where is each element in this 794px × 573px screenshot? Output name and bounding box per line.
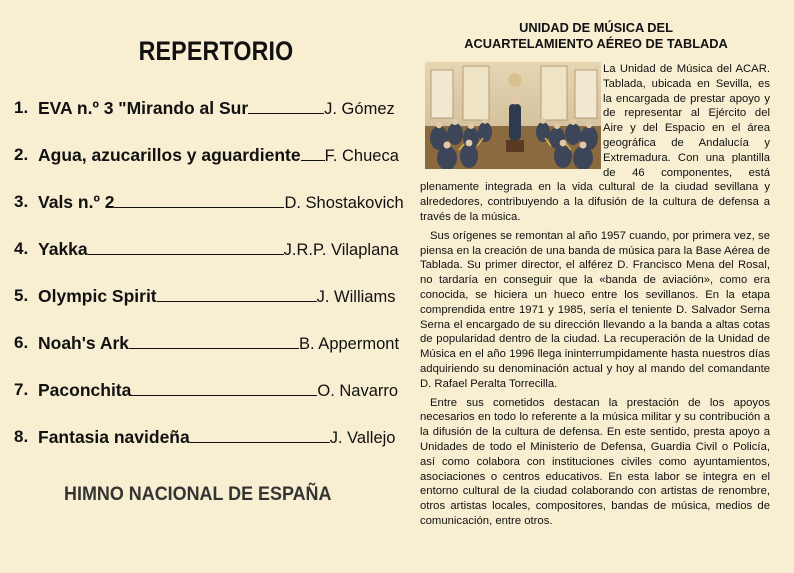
dotted-line: [131, 382, 317, 396]
piece-title: Fantasia navideña: [38, 427, 190, 447]
item-number: 7.: [14, 380, 29, 399]
item-number: 3.: [14, 192, 29, 211]
composer: J. Vallejo: [329, 429, 396, 447]
composer: J. Gómez: [324, 100, 395, 118]
article-body: [420, 62, 770, 529]
article-title: [418, 20, 774, 52]
composer: O. Navarro: [317, 382, 399, 400]
article-paragraph: Sus orígenes se remontan al año 1957 cuando, por primera vez, se piensa en la creación de una banda de música para la Base Aérea de Tablada. Su primer director, el alférez D. Francisco Mena del Rosal, no tardaría en conseguir que la «banda de aviación», como era conocida, se hiciera un hueco entre los sevillanos. En la etapa comprendida entre 1971 y 1985, sería el teniente D. Salvador Serna Serna el encargado de su dirección llevando a la banda a altas cotas de popularidad dentro de la ciudad. La recuperación de la Unidad de Música en el año 1996 llega ininterrumpidamente hasta nuestros días adquiriendo su denominación actual y hoy al mando del comandante D. Rafael Peralta Torrecilla.: [420, 229, 770, 390]
repertoire-item: [14, 286, 395, 312]
repertoire-item: [14, 145, 399, 171]
dotted-line: [301, 147, 325, 161]
dotted-line: [190, 429, 330, 443]
dotted-line: [114, 194, 284, 208]
piece-title: Olympic Spirit: [38, 286, 157, 306]
dotted-line: [88, 241, 284, 255]
dotted-line: [157, 288, 317, 302]
item-number: 2.: [14, 145, 29, 164]
piece-title: Noah's Ark: [38, 333, 130, 353]
national-anthem-title: HIMNO NACIONAL DE ESPAÑA: [64, 483, 332, 505]
dotted-line: [248, 100, 324, 114]
item-number: 1.: [14, 98, 29, 117]
article-paragraph-text: La Unidad de Música del ACAR. Tablada, ubicada en Sevilla, es la encargada de prestar apoyo y de representar al Ejército del Aire y del Espacio en el área geográfica de Andalucía y Extremadura. Con una plantilla de 46 componentes, está plenamente integrada en la vida cultural de la ciudad sevillana y alrededores, contribuyendo a la difusión de la cultura de defensa a través de la música.: [420, 63, 770, 223]
item-number: 5.: [14, 286, 29, 305]
piece-title: Yakka: [38, 239, 88, 259]
composer: J. Williams: [316, 288, 396, 306]
repertoire-item: [14, 239, 399, 265]
piece-title: Paconchita: [38, 380, 132, 400]
dotted-line: [129, 335, 299, 349]
article-paragraph: Entre sus cometidos destacan la prestación de los apoyos necesarios en todo lo referente a la música militar y su contribución a la difusión de la cultura de defensa. En este sentido, presta apoyo a Unidades de todo el Ministerio de Defensa, Guardia Civil o Policía, así como colabora con instituciones civiles como ayuntamientos, asociaciones o centros educativos. En esta labor se integra en el entorno cultural de la ciudad colaborando con artistas de renombre, otros artistas locales, compositores, bandas de música, medios de comunicación, entre otros.: [420, 396, 770, 527]
item-number: 8.: [14, 427, 29, 446]
repertoire-item: [14, 380, 398, 406]
article-paragraph: [420, 62, 770, 225]
item-number: 6.: [14, 333, 29, 352]
repertoire-item: [14, 98, 395, 124]
item-number: 4.: [14, 239, 29, 258]
composer: J.R.P. Vilaplana: [283, 241, 399, 259]
piece-title: Vals n.º 2: [38, 192, 115, 212]
repertoire-item: [14, 427, 395, 453]
piece-title: Agua, azucarillos y aguardiente: [38, 145, 301, 165]
piece-title: EVA n.º 3 "Mirando al Sur: [38, 98, 249, 118]
repertoire-item: [14, 192, 404, 218]
repertoire-item: [14, 333, 399, 359]
article-title-line2: ACUARTELAMIENTO AÉREO DE TABLADA: [464, 36, 728, 51]
article-title-line1: UNIDAD DE MÚSICA DEL: [519, 20, 673, 35]
composer: B. Appermont: [299, 335, 400, 353]
repertoire-title: REPERTORIO: [138, 36, 294, 66]
composer: F. Chueca: [324, 147, 399, 165]
composer: D. Shostakovich: [284, 194, 404, 212]
